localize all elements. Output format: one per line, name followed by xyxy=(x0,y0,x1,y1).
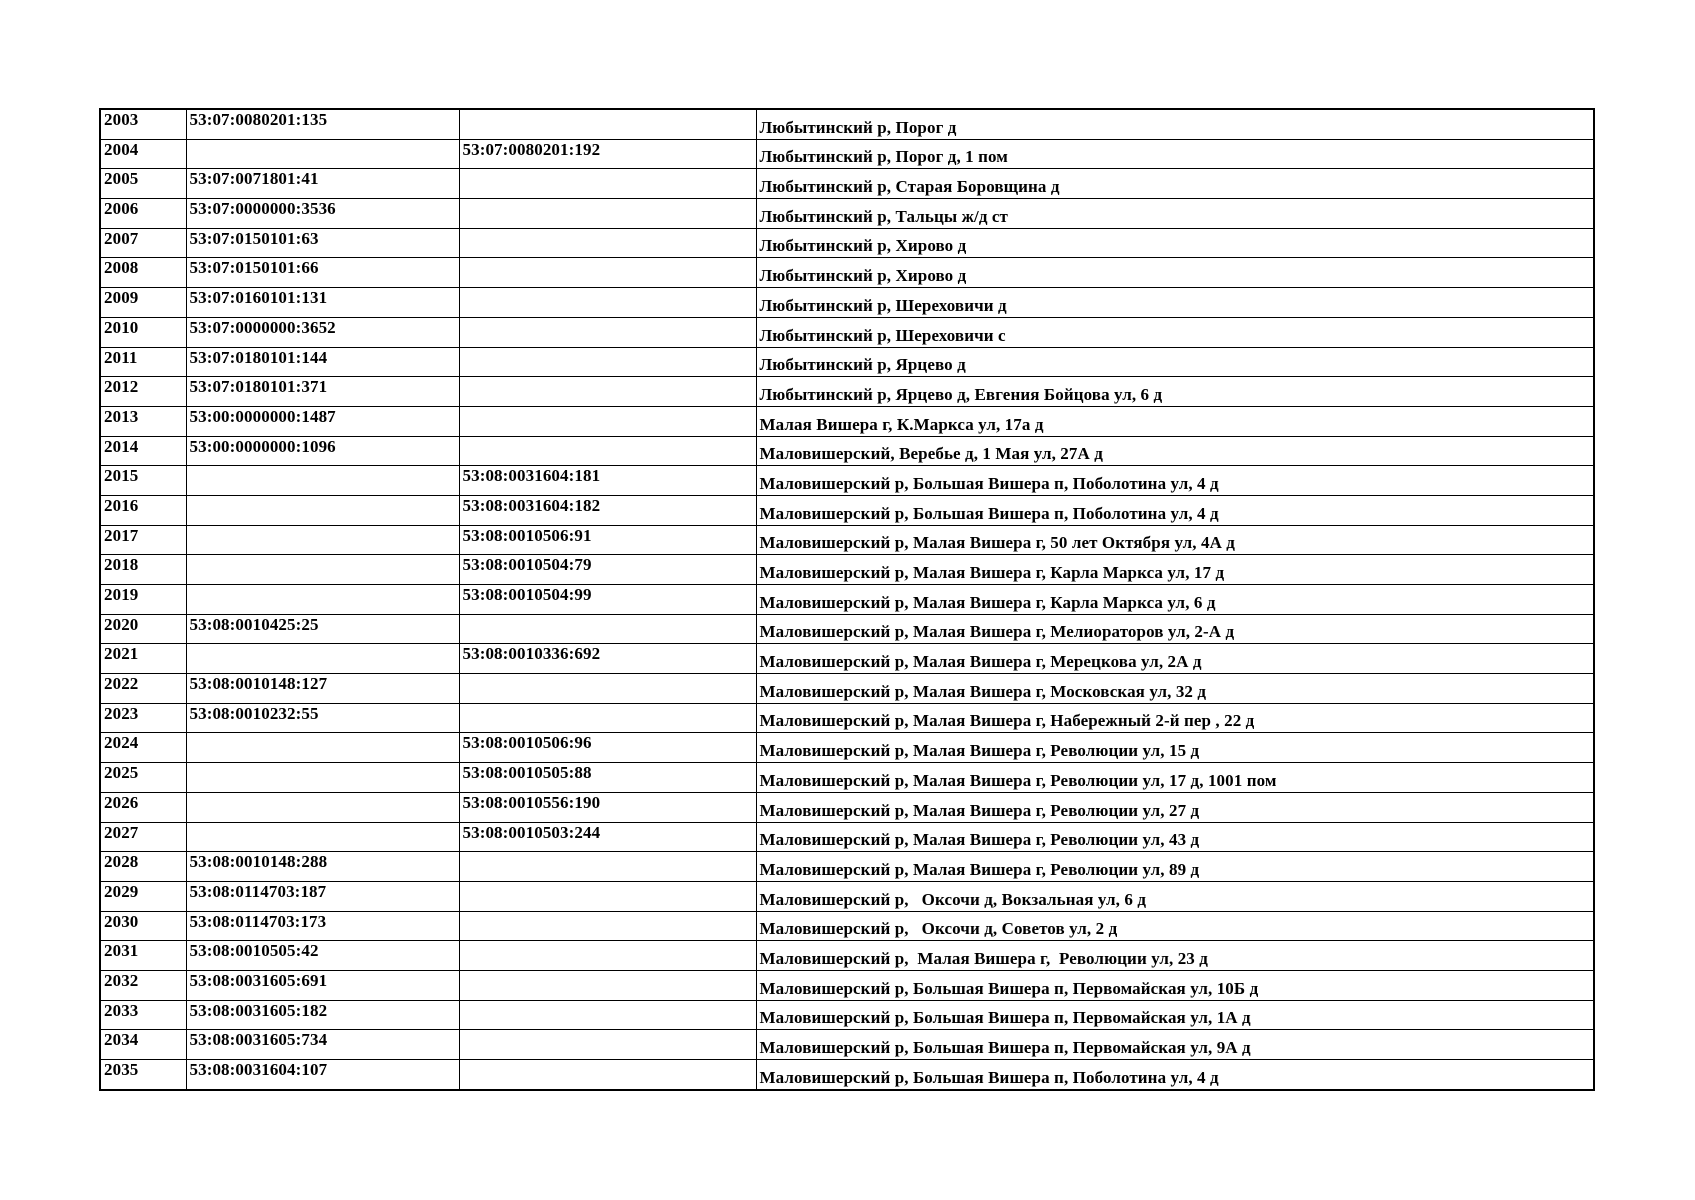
table-row xyxy=(100,881,1594,911)
row-number-cell: 2016 xyxy=(100,495,186,525)
table-row xyxy=(100,941,1594,971)
address-cell: Маловишерский р, Малая Вишера г, Революции ул, 89 д xyxy=(756,852,1594,882)
row-number-cell: 2021 xyxy=(100,644,186,674)
row-number-cell: 2009 xyxy=(100,288,186,318)
table-row xyxy=(100,585,1594,615)
address-cell: Маловишерский р, Малая Вишера г, Московская ул, 32 д xyxy=(756,674,1594,704)
premises-cadastral-number-cell xyxy=(459,347,756,377)
address-cell: Маловишерский р, Малая Вишера г, Карла Маркса ул, 17 д xyxy=(756,555,1594,585)
cadastral-number-cell: 53:07:0180101:144 xyxy=(186,347,459,377)
address-cell: Любытинский р, Тальцы ж/д ст xyxy=(756,199,1594,229)
premises-cadastral-number-cell: 53:08:0010504:79 xyxy=(459,555,756,585)
row-number-cell: 2006 xyxy=(100,199,186,229)
row-number-cell: 2026 xyxy=(100,792,186,822)
premises-cadastral-number-cell xyxy=(459,614,756,644)
address-cell: Любытинский р, Ярцево д xyxy=(756,347,1594,377)
premises-cadastral-number-cell xyxy=(459,199,756,229)
premises-cadastral-number-cell xyxy=(459,169,756,199)
table-row xyxy=(100,317,1594,347)
cadastral-number-cell: 53:07:0180101:371 xyxy=(186,377,459,407)
cadastral-number-cell xyxy=(186,763,459,793)
address-cell: Маловишерский р, Большая Вишера п, Поболотина ул, 4 д xyxy=(756,495,1594,525)
address-cell: Маловишерский р, Малая Вишера г, Карла Маркса ул, 6 д xyxy=(756,585,1594,615)
address-cell: Любытинский р, Ярцево д, Евгения Бойцова ул, 6 д xyxy=(756,377,1594,407)
cadastral-number-cell: 53:07:0150101:63 xyxy=(186,228,459,258)
address-cell: Маловишерский р, Малая Вишера г, Революции ул, 43 д xyxy=(756,822,1594,852)
table-row xyxy=(100,109,1594,139)
table-row xyxy=(100,377,1594,407)
row-number-cell: 2030 xyxy=(100,911,186,941)
cadastral-number-cell: 53:08:0010505:42 xyxy=(186,941,459,971)
cadastral-number-cell xyxy=(186,139,459,169)
cadastral-number-cell: 53:07:0071801:41 xyxy=(186,169,459,199)
premises-cadastral-number-cell xyxy=(459,881,756,911)
table-row xyxy=(100,495,1594,525)
premises-cadastral-number-cell xyxy=(459,941,756,971)
row-number-cell: 2023 xyxy=(100,703,186,733)
premises-cadastral-number-cell xyxy=(459,911,756,941)
table-row xyxy=(100,347,1594,377)
row-number-cell: 2035 xyxy=(100,1060,186,1090)
row-number-cell: 2011 xyxy=(100,347,186,377)
table-row xyxy=(100,733,1594,763)
cadastral-number-cell xyxy=(186,585,459,615)
cadastral-number-cell: 53:08:0031605:691 xyxy=(186,970,459,1000)
row-number-cell: 2008 xyxy=(100,258,186,288)
table-row xyxy=(100,822,1594,852)
row-number-cell: 2025 xyxy=(100,763,186,793)
premises-cadastral-number-cell xyxy=(459,703,756,733)
cadastral-number-cell: 53:00:0000000:1487 xyxy=(186,406,459,436)
premises-cadastral-number-cell: 53:08:0010506:91 xyxy=(459,525,756,555)
row-number-cell: 2018 xyxy=(100,555,186,585)
table-row xyxy=(100,525,1594,555)
premises-cadastral-number-cell xyxy=(459,109,756,139)
address-cell: Любытинский р, Хирово д xyxy=(756,258,1594,288)
table-row xyxy=(100,406,1594,436)
address-cell: Маловишерский р, Большая Вишера п, Поболотина ул, 4 д xyxy=(756,1060,1594,1090)
premises-cadastral-number-cell xyxy=(459,852,756,882)
row-number-cell: 2005 xyxy=(100,169,186,199)
cadastral-number-cell: 53:07:0080201:135 xyxy=(186,109,459,139)
address-cell: Любытинский р, Порог д xyxy=(756,109,1594,139)
row-number-cell: 2032 xyxy=(100,970,186,1000)
cadastral-number-cell xyxy=(186,644,459,674)
table-row xyxy=(100,703,1594,733)
row-number-cell: 2031 xyxy=(100,941,186,971)
row-number-cell: 2034 xyxy=(100,1030,186,1060)
table-row xyxy=(100,199,1594,229)
cadastral-number-cell xyxy=(186,822,459,852)
premises-cadastral-number-cell xyxy=(459,970,756,1000)
address-cell: Любытинский р, Старая Боровщина д xyxy=(756,169,1594,199)
cadastral-number-cell xyxy=(186,792,459,822)
row-number-cell: 2014 xyxy=(100,436,186,466)
cadastral-number-cell: 53:00:0000000:1096 xyxy=(186,436,459,466)
address-cell: Любытинский р, Порог д, 1 пом xyxy=(756,139,1594,169)
table-row xyxy=(100,763,1594,793)
address-cell: Малая Вишера г, К.Маркса ул, 17а д xyxy=(756,406,1594,436)
row-number-cell: 2012 xyxy=(100,377,186,407)
premises-cadastral-number-cell xyxy=(459,288,756,318)
table-row xyxy=(100,258,1594,288)
property-table xyxy=(99,108,1595,1091)
table-row xyxy=(100,970,1594,1000)
premises-cadastral-number-cell xyxy=(459,1000,756,1030)
premises-cadastral-number-cell: 53:08:0010503:244 xyxy=(459,822,756,852)
premises-cadastral-number-cell xyxy=(459,674,756,704)
table-row xyxy=(100,852,1594,882)
table-row xyxy=(100,228,1594,258)
premises-cadastral-number-cell: 53:08:0010505:88 xyxy=(459,763,756,793)
premises-cadastral-number-cell xyxy=(459,406,756,436)
table-row xyxy=(100,169,1594,199)
cadastral-number-cell xyxy=(186,733,459,763)
row-number-cell: 2029 xyxy=(100,881,186,911)
table-row xyxy=(100,555,1594,585)
address-cell: Маловишерский р, Малая Вишера г, Набережный 2-й пер , 22 д xyxy=(756,703,1594,733)
cadastral-number-cell: 53:08:0010425:25 xyxy=(186,614,459,644)
premises-cadastral-number-cell: 53:08:0010504:99 xyxy=(459,585,756,615)
table-row xyxy=(100,614,1594,644)
table-row xyxy=(100,644,1594,674)
cadastral-number-cell xyxy=(186,555,459,585)
row-number-cell: 2013 xyxy=(100,406,186,436)
premises-cadastral-number-cell: 53:08:0010336:692 xyxy=(459,644,756,674)
table-row xyxy=(100,436,1594,466)
row-number-cell: 2015 xyxy=(100,466,186,496)
row-number-cell: 2028 xyxy=(100,852,186,882)
row-number-cell: 2019 xyxy=(100,585,186,615)
cadastral-number-cell xyxy=(186,525,459,555)
table-body xyxy=(100,109,1594,1090)
address-cell: Маловишерский р, Малая Вишера г, Мерецкова ул, 2А д xyxy=(756,644,1594,674)
address-cell: Любытинский р, Шереховичи д xyxy=(756,288,1594,318)
cadastral-number-cell: 53:08:0031605:182 xyxy=(186,1000,459,1030)
address-cell: Маловишерский р, Малая Вишера г, Революции ул, 27 д xyxy=(756,792,1594,822)
table-row xyxy=(100,139,1594,169)
address-cell: Маловишерский р, Большая Вишера п, Первомайская ул, 1А д xyxy=(756,1000,1594,1030)
table-row xyxy=(100,1030,1594,1060)
address-cell: Любытинский р, Шереховичи с xyxy=(756,317,1594,347)
table-row xyxy=(100,911,1594,941)
row-number-cell: 2007 xyxy=(100,228,186,258)
row-number-cell: 2022 xyxy=(100,674,186,704)
row-number-cell: 2027 xyxy=(100,822,186,852)
cadastral-number-cell: 53:08:0114703:173 xyxy=(186,911,459,941)
address-cell: Маловишерский р, Малая Вишера г, 50 лет Октября ул, 4А д xyxy=(756,525,1594,555)
table-row xyxy=(100,288,1594,318)
table-row xyxy=(100,674,1594,704)
premises-cadastral-number-cell: 53:08:0031604:182 xyxy=(459,495,756,525)
row-number-cell: 2024 xyxy=(100,733,186,763)
cadastral-number-cell: 53:08:0114703:187 xyxy=(186,881,459,911)
row-number-cell: 2020 xyxy=(100,614,186,644)
address-cell: Маловишерский р, Малая Вишера г, Революции ул, 17 д, 1001 пом xyxy=(756,763,1594,793)
address-cell: Маловишерский р, Оксочи д, Советов ул, 2 д xyxy=(756,911,1594,941)
row-number-cell: 2033 xyxy=(100,1000,186,1030)
cadastral-number-cell: 53:08:0031605:734 xyxy=(186,1030,459,1060)
premises-cadastral-number-cell: 53:08:0010556:190 xyxy=(459,792,756,822)
row-number-cell: 2003 xyxy=(100,109,186,139)
premises-cadastral-number-cell: 53:08:0010506:96 xyxy=(459,733,756,763)
premises-cadastral-number-cell xyxy=(459,317,756,347)
address-cell: Любытинский р, Хирово д xyxy=(756,228,1594,258)
premises-cadastral-number-cell xyxy=(459,377,756,407)
premises-cadastral-number-cell xyxy=(459,436,756,466)
table-row xyxy=(100,1060,1594,1090)
cadastral-number-cell: 53:08:0010148:127 xyxy=(186,674,459,704)
table-row xyxy=(100,1000,1594,1030)
premises-cadastral-number-cell: 53:07:0080201:192 xyxy=(459,139,756,169)
address-cell: Маловишерский р, Большая Вишера п, Поболотина ул, 4 д xyxy=(756,466,1594,496)
address-cell: Маловишерский р, Оксочи д, Вокзальная ул, 6 д xyxy=(756,881,1594,911)
address-cell: Маловишерский р, Большая Вишера п, Первомайская ул, 10Б д xyxy=(756,970,1594,1000)
cadastral-number-cell: 53:08:0010232:55 xyxy=(186,703,459,733)
address-cell: Маловишерский р, Малая Вишера г, Революции ул, 15 д xyxy=(756,733,1594,763)
address-cell: Маловишерский р, Малая Вишера г, Мелиораторов ул, 2-А д xyxy=(756,614,1594,644)
table-row xyxy=(100,466,1594,496)
cadastral-number-cell: 53:07:0000000:3652 xyxy=(186,317,459,347)
cadastral-number-cell: 53:07:0160101:131 xyxy=(186,288,459,318)
row-number-cell: 2004 xyxy=(100,139,186,169)
premises-cadastral-number-cell xyxy=(459,1060,756,1090)
cadastral-number-cell: 53:08:0010148:288 xyxy=(186,852,459,882)
row-number-cell: 2017 xyxy=(100,525,186,555)
premises-cadastral-number-cell xyxy=(459,1030,756,1060)
table-row xyxy=(100,792,1594,822)
address-cell: Маловишерский р, Большая Вишера п, Первомайская ул, 9А д xyxy=(756,1030,1594,1060)
row-number-cell: 2010 xyxy=(100,317,186,347)
cadastral-number-cell xyxy=(186,466,459,496)
address-cell: Маловишерский р, Малая Вишера г, Революции ул, 23 д xyxy=(756,941,1594,971)
cadastral-number-cell xyxy=(186,495,459,525)
cadastral-number-cell: 53:08:0031604:107 xyxy=(186,1060,459,1090)
premises-cadastral-number-cell xyxy=(459,258,756,288)
cadastral-number-cell: 53:07:0000000:3536 xyxy=(186,199,459,229)
cadastral-number-cell: 53:07:0150101:66 xyxy=(186,258,459,288)
address-cell: Маловишерский, Веребье д, 1 Мая ул, 27А д xyxy=(756,436,1594,466)
premises-cadastral-number-cell xyxy=(459,228,756,258)
premises-cadastral-number-cell: 53:08:0031604:181 xyxy=(459,466,756,496)
